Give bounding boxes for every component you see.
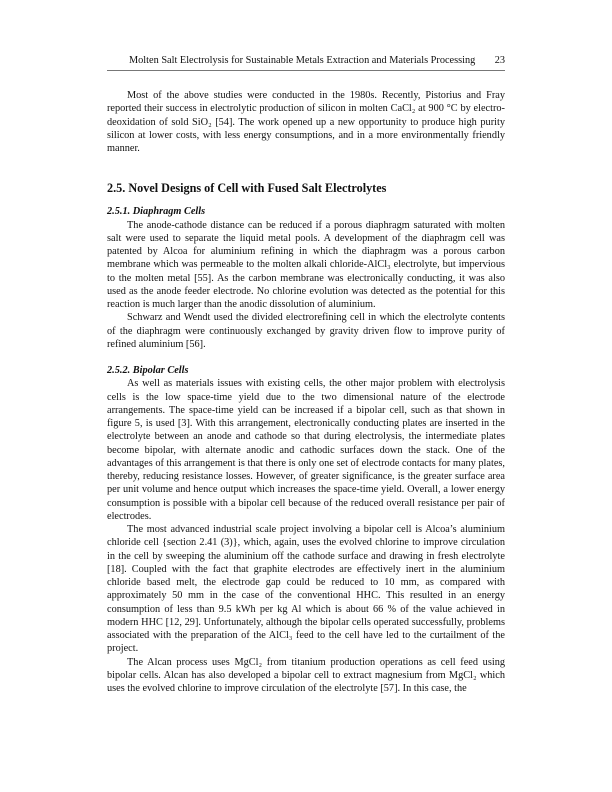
subsection-heading: 2.5.1. Diaphragm Cells bbox=[107, 206, 206, 218]
spacer bbox=[107, 155, 505, 181]
subsection-bipolar-cells bbox=[107, 364, 505, 695]
paragraph: The Alcan process uses MgCl₂ from titanium production operations as cell feed using bipolar cells. Alcan has also developed a bipolar cell to extract magnesium from MgCl₂ which uses the evolved chlorine to improve circulation of the electrolyte [57]. In this case, the bbox=[107, 656, 505, 694]
section-heading: 2.5. Novel Designs of Cell with Fused Salt Electrolytes bbox=[107, 181, 387, 196]
subsection-diaphragm-cells bbox=[107, 205, 505, 351]
page-body bbox=[107, 89, 505, 695]
intro-paragraph: Most of the above studies were conducted in the 1980s. Recently, Pistorius and Fray reported their success in electrolytic production of silicon in molten CaCl₂ at 900 °C by electro-deoxidation of sold SiO₂ [54]. The work opened up a new opportunity to produce high purity silicon at lower costs, with less energy consumptions, and in a more environmentally friendly manner. bbox=[107, 90, 505, 154]
paragraph: The anode-cathode distance can be reduced if a porous diaphragm saturated with molten salt were used to separate the liquid metal pools. A development of the diaphragm cell was patented by Alcoa for aluminium refining in which the diaphragm was a porous carbon membrane which was permeable to the molten alkali chloride-AlCl₃ electrolyte, but impervious to the molten metal [55]. As the carbon membrane was electronically conducting, it was also used as the anode feeder electrode. No chlorine evolution was detected as the potential for this reaction is much larger than the anodic dissolution of aluminium. bbox=[107, 219, 505, 310]
header-rule bbox=[107, 70, 505, 71]
page-number: 23 bbox=[494, 55, 505, 66]
spacer bbox=[107, 351, 505, 364]
spacer bbox=[107, 196, 505, 205]
paragraph: The most advanced industrial scale project involving a bipolar cell is Alcoa’s aluminium chloride cell {section 2.41 (3)}, which, again, uses the evolved chlorine to improve circulation in the cell by sweeping the aluminium off the cathode surface and drawing in fresh electrolyte [18]. Coupled with the fact that graphite electrodes are effectively inert in the aluminium chloride based melt, the electrode gap could be reduced to 10 mm, as compared with approximately 50 mm in the case of the conventional HHC. This resulted in an energy consumption of less than 9.5 kWh per kg Al which is about 66 % of the value achieved in modern HHC [12, 29]. Unfortunately, although the bipolar cells operated successfully, problems associated with the preparation of the AlCl₃ feed to the cell have led to the curtailment of the project. bbox=[107, 524, 505, 655]
subsection-heading: 2.5.2. Bipolar Cells bbox=[107, 365, 189, 376]
paragraph: As well as materials issues with existing cells, the other major problem with electrolysis cells is the low space-time yield due to the two dimensional nature of the electrode arrangements. The space-time yield can be increased if a bipolar cell, such as that shown in figure 5, is used [3]. With this arrangement, electronically conducting plates are inserted in the electrolyte between an anode and cathode so that during electrolysis, the intermediate plates become bipolar, with alternate anodic and cathodic surfaces down the stack. One of the advantages of this arrangement is that there is only one set of electrode contacts for many plates, thereby, reducing resistance losses. However, of greater significance, is the greater surface area per unit volume and hence output which increases the space-time yield. Overall, a lower energy consumption is possible with a bipolar cell because of the reduced overall resistance per pair of electrodes. bbox=[107, 378, 505, 522]
running-header bbox=[107, 52, 505, 72]
running-title: Molten Salt Electrolysis for Sustainable Metals Extraction and Materials Processing bbox=[129, 55, 476, 66]
paragraph: Schwarz and Wendt used the divided electrorefining cell in which the electrolyte contents of the diaphragm were continuously exchanged by gravity driven flow to improve purity of refined aluminium [56]. bbox=[107, 312, 505, 350]
